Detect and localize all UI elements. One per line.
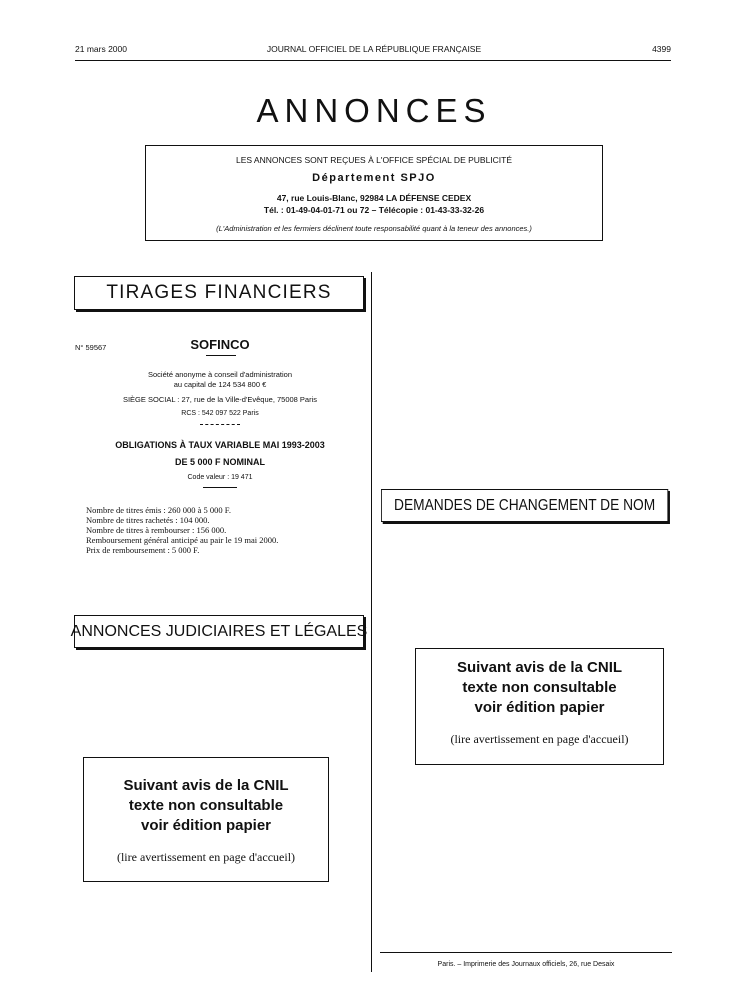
cnil-line: texte non consultable — [128, 797, 284, 814]
publicity-address: 47, rue Louis-Blanc, 92984 LA DÉFENSE CEDEX — [276, 193, 472, 203]
company-name: SOFINCO — [190, 337, 250, 352]
column-divider — [371, 272, 372, 972]
fact-line: Remboursement général anticipé au pair le 19 mai 2000. — [86, 535, 279, 545]
printer-footer: Paris. – Imprimerie des Journaux officiels, 26, rue Desaix — [437, 961, 615, 968]
company-address: SIÈGE SOCIAL : 27, rue de la Ville-d'Evêque, 75008 Paris — [122, 395, 318, 404]
section-heading-annonces-judiciaires: ANNONCES JUDICIAIRES ET LÉGALES — [74, 615, 364, 648]
cnil-note: (lire avertissement en page d'accueil) — [450, 732, 629, 746]
separator-rule — [203, 487, 237, 488]
fact-line: Prix de remboursement : 5 000 F. — [86, 545, 200, 555]
page-title: ANNONCES — [256, 92, 492, 129]
fact-line: Nombre de titres émis : 260 000 à 5 000 F. — [86, 505, 231, 515]
bond-facts — [86, 505, 278, 555]
company-type: Société anonyme à conseil d'administration — [147, 370, 292, 379]
separator-rule — [206, 355, 236, 356]
cnil-note: (lire avertissement en page d'accueil) — [116, 850, 296, 864]
publicity-line: LES ANNONCES SONT REÇUES À L'OFFICE SPÉCIAL DE PUBLICITÉ — [235, 155, 513, 165]
company-rcs: RCS : 542 097 522 Paris — [181, 410, 259, 417]
section-heading-tirages-financiers: TIRAGES FINANCIERS — [74, 276, 364, 310]
fact-line: Nombre de titres rachetés : 104 000. — [86, 515, 210, 525]
separator-rule — [200, 424, 240, 425]
publicity-disclaimer: (L'Administration et les fermiers déclinent toute responsabilité quant à la teneur des annonces.) — [216, 224, 532, 233]
header-date: 21 mars 2000 — [75, 44, 127, 54]
cnil-notice-box — [415, 648, 664, 765]
header-rule — [75, 60, 671, 61]
publicity-phone: Tél. : 01-49-04-01-71 ou 72 – Télécopie : 01-43-33-32-26 — [263, 205, 485, 215]
bond-title: OBLIGATIONS À TAUX VARIABLE MAI 1993-2003 — [115, 440, 325, 450]
department-name: Département SPJO — [312, 172, 436, 184]
company-capital: au capital de 124 534 800 € — [173, 380, 267, 389]
security-code: Code valeur : 19 471 — [187, 474, 253, 481]
cnil-line: voir édition papier — [474, 699, 605, 716]
header-journal-title: JOURNAL OFFICIEL DE LA RÉPUBLIQUE FRANÇAISE — [266, 44, 482, 54]
cnil-line: Suivant avis de la CNIL — [123, 777, 289, 794]
fact-line: Nombre de titres à rembourser : 156 000. — [86, 525, 227, 535]
publicity-box — [145, 145, 603, 241]
cnil-line: Suivant avis de la CNIL — [456, 659, 623, 676]
bond-nominal: DE 5 000 F NOMINAL — [174, 457, 266, 467]
header-page-number: 4399 — [652, 44, 671, 54]
cnil-line: texte non consultable — [462, 679, 617, 696]
cnil-notice-box — [83, 757, 329, 882]
notice-number: N° 59567 — [75, 343, 107, 352]
footer-rule — [380, 952, 672, 953]
section-heading-changement-de-nom: DEMANDES DE CHANGEMENT DE NOM — [381, 489, 668, 522]
cnil-line: voir édition papier — [140, 817, 272, 834]
